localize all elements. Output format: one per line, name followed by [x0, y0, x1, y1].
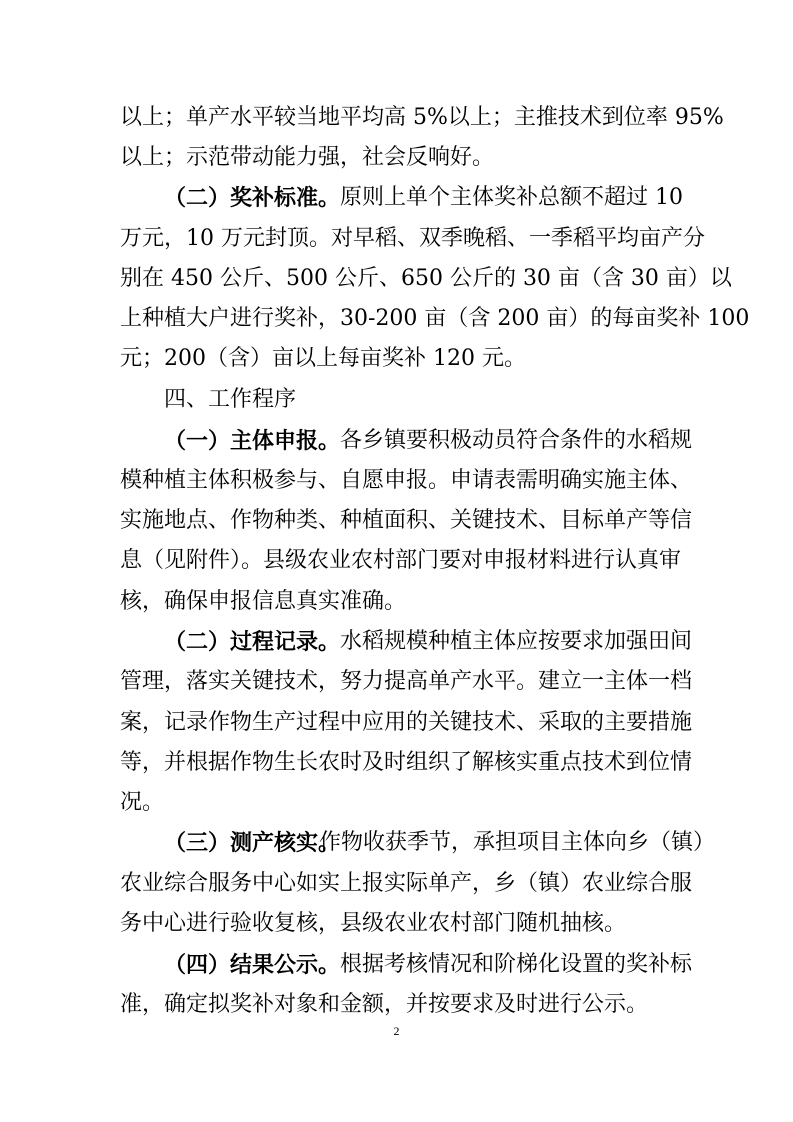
paragraph-line	[0, 501, 793, 541]
body-text: 等，并根据作物生长农时及时组织了解核实重点技术到位情	[120, 750, 693, 775]
section-heading: 四、工作程序	[164, 387, 297, 412]
body-text: 作物收获季节，承担项目主体向乡（镇）	[319, 830, 716, 855]
body-text: 上种植大户进行奖补，30-200 亩（含 200 亩）的每亩奖补 100	[120, 306, 750, 331]
subsection-heading: （二）过程记录。	[164, 629, 341, 655]
body-text: 农业综合服务中心如实上报实际单产，乡（镇）农业综合服	[120, 871, 693, 896]
paragraph-line	[0, 339, 793, 379]
body-text: 以上；示范带动能力强，社会反响好。	[120, 145, 495, 170]
paragraph-line	[0, 98, 793, 138]
body-text: 准，确定拟奖补对象和金额，并按要求及时进行公示。	[120, 992, 649, 1017]
body-text: 息（见附件）。县级农业农村部门要对申报材料进行认真审	[120, 548, 682, 573]
paragraph-line	[0, 138, 793, 178]
paragraph-line	[0, 904, 793, 944]
body-text: 案，记录作物生产过程中应用的关键技术、采取的主要措施	[120, 710, 693, 735]
paragraph-line	[0, 461, 793, 501]
body-text: 实施地点、作物种类、种植面积、关键技术、目标单产等信	[120, 508, 693, 533]
paragraph-line	[0, 985, 793, 1025]
body-text: 管理，落实关键技术，努力提高单产水平。建立一主体一档	[120, 669, 693, 694]
subsection-heading: （四）结果公示。	[164, 952, 341, 978]
paragraph-line	[0, 219, 793, 259]
body-text: 原则上单个主体奖补总额不超过 10	[340, 185, 683, 210]
body-text: 元；200（含）亩以上每亩奖补 120 元。	[120, 346, 526, 371]
paragraph-line	[0, 864, 793, 904]
body-text: 根据考核情况和阶梯化设置的奖补标	[340, 952, 693, 977]
paragraph-line	[0, 703, 793, 743]
body-text: 务中心进行验收复核，县级农业农村部门随机抽核。	[120, 911, 627, 936]
paragraph-line	[0, 259, 793, 299]
paragraph-line	[0, 421, 793, 461]
paragraph-line	[0, 823, 793, 863]
body-text: 以上；单产水平较当地平均高 5%以上；主推技术到位率 95%	[120, 105, 724, 130]
paragraph-line	[0, 662, 793, 702]
paragraph-line	[0, 743, 793, 783]
subsection-heading: （二）奖补标准。	[164, 185, 341, 211]
paragraph-line	[0, 945, 793, 985]
body-text: 水稻规模种植主体应按要求加强田间	[340, 629, 693, 654]
paragraph-line	[0, 622, 793, 662]
paragraph-line	[0, 582, 793, 622]
paragraph-line	[0, 541, 793, 581]
body-text: 各乡镇要积极动员符合条件的水稻规	[340, 428, 693, 453]
body-text: 模种植主体积极参与、自愿申报。申请表需明确实施主体、	[120, 468, 693, 493]
body-text: 万元，10 万元封顶。对早稻、双季晚稻、一季稻平均亩产分	[120, 226, 705, 251]
body-text: 别在 450 公斤、500 公斤、650 公斤的 30 亩（含 30 亩）以	[120, 266, 732, 291]
paragraph-line	[0, 783, 793, 823]
paragraph-line	[0, 299, 793, 339]
paragraph-line	[0, 380, 793, 420]
paragraph-line	[0, 178, 793, 218]
subsection-heading: （三）测产核实。	[164, 830, 341, 856]
page-number: 2	[393, 1024, 400, 1038]
subsection-heading: （一）主体申报。	[164, 428, 341, 454]
body-text: 核，确保申报信息真实准确。	[120, 589, 407, 614]
body-text: 况。	[120, 790, 165, 815]
